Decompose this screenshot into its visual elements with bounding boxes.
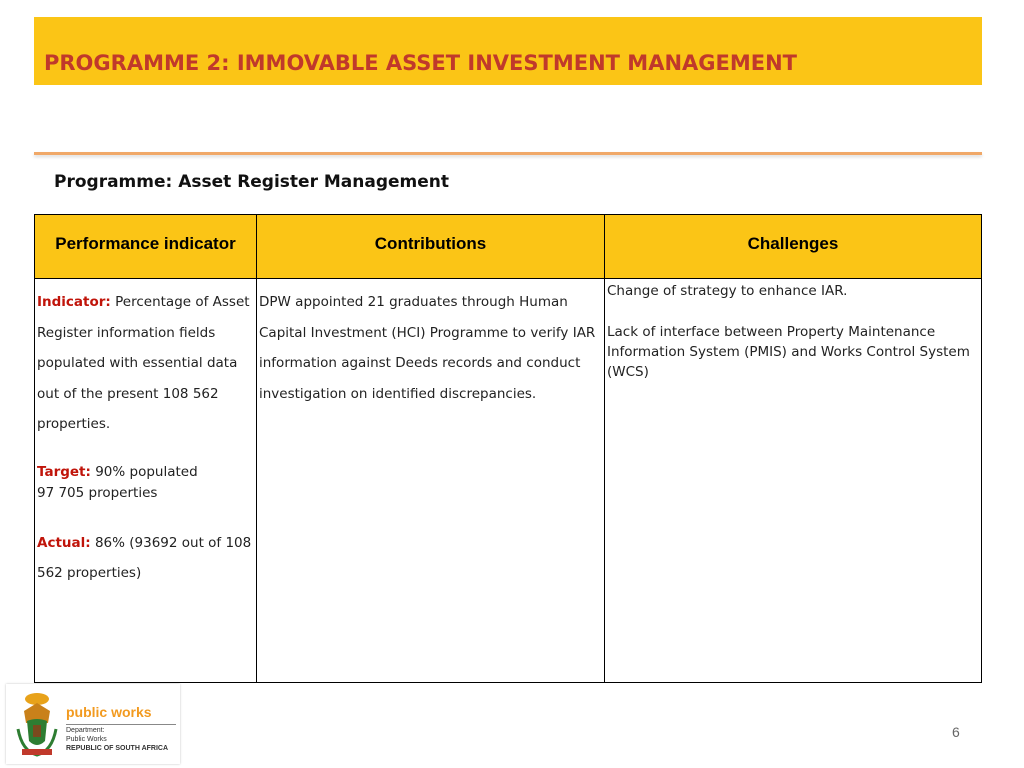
table-header-row: [35, 215, 982, 279]
indicator-text: Percentage of Asset Register information fields populated with essential data out of the present 108 562 properties.: [37, 294, 250, 432]
challenge-item: Lack of interface between Property Maintenance Information System (PMIS) and Works Control System (WCS): [607, 324, 970, 380]
target-label: Target:: [37, 463, 91, 480]
challenges-cell: [605, 279, 982, 683]
title-banner: [34, 17, 982, 85]
contribution-text: DPW appointed 21 graduates through Human Capital Investment (HCI) Programme to verify IAR information against Deeds records and conduct investigation on identified discrepancies.: [259, 294, 596, 402]
logo-line2: Public Works: [66, 736, 107, 743]
page-title: PROGRAMME 2: IMMOVABLE ASSET INVESTMENT MANAGEMENT: [44, 51, 797, 75]
logo-brand: public works: [66, 704, 152, 720]
target-line2: 97 705 properties: [37, 484, 158, 501]
indicator-cell: [35, 279, 257, 683]
page-number: 6: [952, 724, 960, 740]
target-line1: 90% populated: [95, 463, 198, 480]
department-logo: [6, 684, 180, 764]
contribution-cell: [257, 279, 605, 683]
indicator-label: Indicator:: [37, 294, 111, 310]
table-row: [35, 279, 982, 683]
performance-table: [34, 214, 982, 683]
actual-label: Actual:: [37, 534, 91, 551]
header-challenges: Challenges: [605, 215, 982, 279]
divider-line: [34, 152, 982, 155]
header-contributions: Contributions: [257, 215, 605, 279]
logo-line3: REPUBLIC OF SOUTH AFRICA: [66, 745, 169, 752]
logo-line1: Department:: [66, 727, 105, 734]
coat-of-arms-icon: [12, 689, 62, 759]
actual-text: 86% (93692 out of 108 562 properties): [37, 534, 252, 581]
programme-subtitle: Programme: Asset Register Management: [54, 172, 450, 192]
challenge-item: Change of strategy to enhance IAR.: [607, 283, 848, 299]
header-performance-indicator: Performance indicator: [35, 215, 257, 279]
